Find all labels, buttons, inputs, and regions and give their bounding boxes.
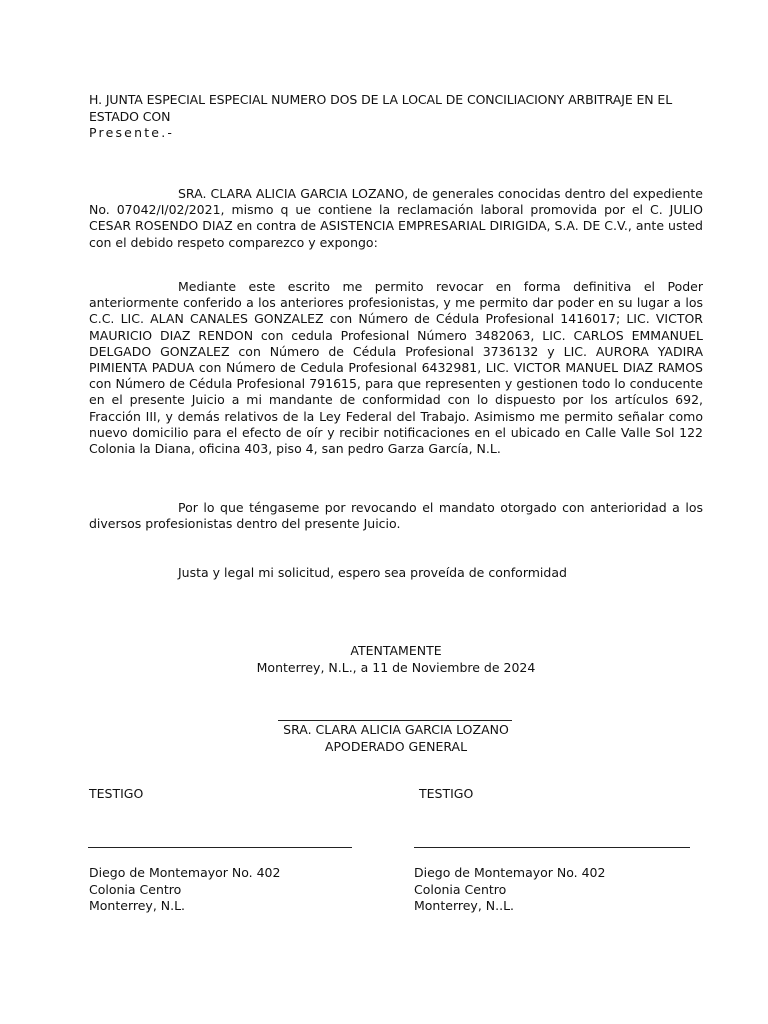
witness-2-address-line-2: Colonia Centro <box>414 881 507 897</box>
witness-2-signature-line <box>414 847 690 848</box>
signer-name: SRA. CLARA ALICIA GARCIA LOZANO <box>283 722 509 737</box>
witness-2-address-line-1: Diego de Montemayor No. 402 <box>414 865 606 880</box>
signer-block <box>180 722 612 755</box>
signer-role: APODERADO GENERAL <box>324 738 468 754</box>
witness-1-label: TESTIGO <box>89 786 144 801</box>
witness-2-address-line-3: Monterrey, N..L. <box>414 898 514 913</box>
witness-1-address-line-3: Monterrey, N.L. <box>89 898 186 913</box>
paragraph-petition: Justa y legal mi solicitud, espero sea proveída de conformidad <box>178 565 567 580</box>
witness-1-address-line-1: Diego de Montemayor No. 402 <box>89 865 281 880</box>
addressee-line-1: H. JUNTA ESPECIAL ESPECIAL NUMERO DOS DE LA LOCAL DE CONCILIACIONY ARBITRAJE EN EL <box>89 92 673 107</box>
witness-2-label: TESTIGO <box>419 786 474 801</box>
paragraph-request: Por lo que téngaseme por revocando el mandato otorgado con anterioridad a los diversos profesionistas dentro del presente Juicio. <box>89 500 703 532</box>
closing-block <box>180 643 612 676</box>
presente-line: Presente.- <box>89 125 175 140</box>
addressee-line-2: ESTADO CON <box>89 108 171 124</box>
place-date: Monterrey, N.L., a 11 de Noviembre de 2024 <box>256 659 536 675</box>
witness-1-signature-line <box>88 847 352 848</box>
witness-1-address-line-2: Colonia Centro <box>89 881 182 897</box>
paragraph-revocation: Mediante este escrito me permito revocar en forma definitiva el Poder anteriormente conferido a los anteriores profesionistas, y me permito dar poder en su lugar a los C.C. LIC. ALAN CANALES GONZALEZ con Número de Cédula Profesional 1416017; LIC. VICTOR MAURICIO DIAZ RENDON con cedula Profesional Número 3482063, LIC. CARLOS EMMANUEL DELGADO GONZALEZ con Número de Cédula Profesional 3736132 y LIC. AURORA YADIRA PIMIENTA PADUA con Número de Cedula Profesional 6432981, LIC. VICTOR MANUEL DIAZ RAMOS con Número de Cédula Profesional 791615, para que representen y gestionen todo lo conducente en el presente Juicio a mi mandante de conformidad con lo dispuesto por los artículos 692, Fracción III, y demás relativos de la Ley Federal del Trabajo. Asimismo me permito señalar como nuevo domicilio para el efecto de oír y recibir notificaciones en el ubicado en Calle Valle Sol 122 Colonia la Diana, oficina 403, piso 4, san pedro Garza García, N.L. <box>89 279 703 457</box>
paragraph-introduction: SRA. CLARA ALICIA GARCIA LOZANO, de generales conocidas dentro del expediente No. 07042/I/02/2021, mismo q ue contiene la reclamación laboral promovida por el C. JULIO CESAR ROSENDO DIAZ en contra de ASISTENCIA EMPRESARIAL DIRIGIDA, S.A. DE C.V., ante usted con el debido respeto comparezco y expongo: <box>89 186 703 250</box>
signature-line <box>278 720 512 721</box>
addressee-header <box>89 92 709 142</box>
witness-1-address <box>89 865 280 915</box>
witness-2-address <box>414 865 605 915</box>
atentamente-label: ATENTAMENTE <box>350 643 442 658</box>
